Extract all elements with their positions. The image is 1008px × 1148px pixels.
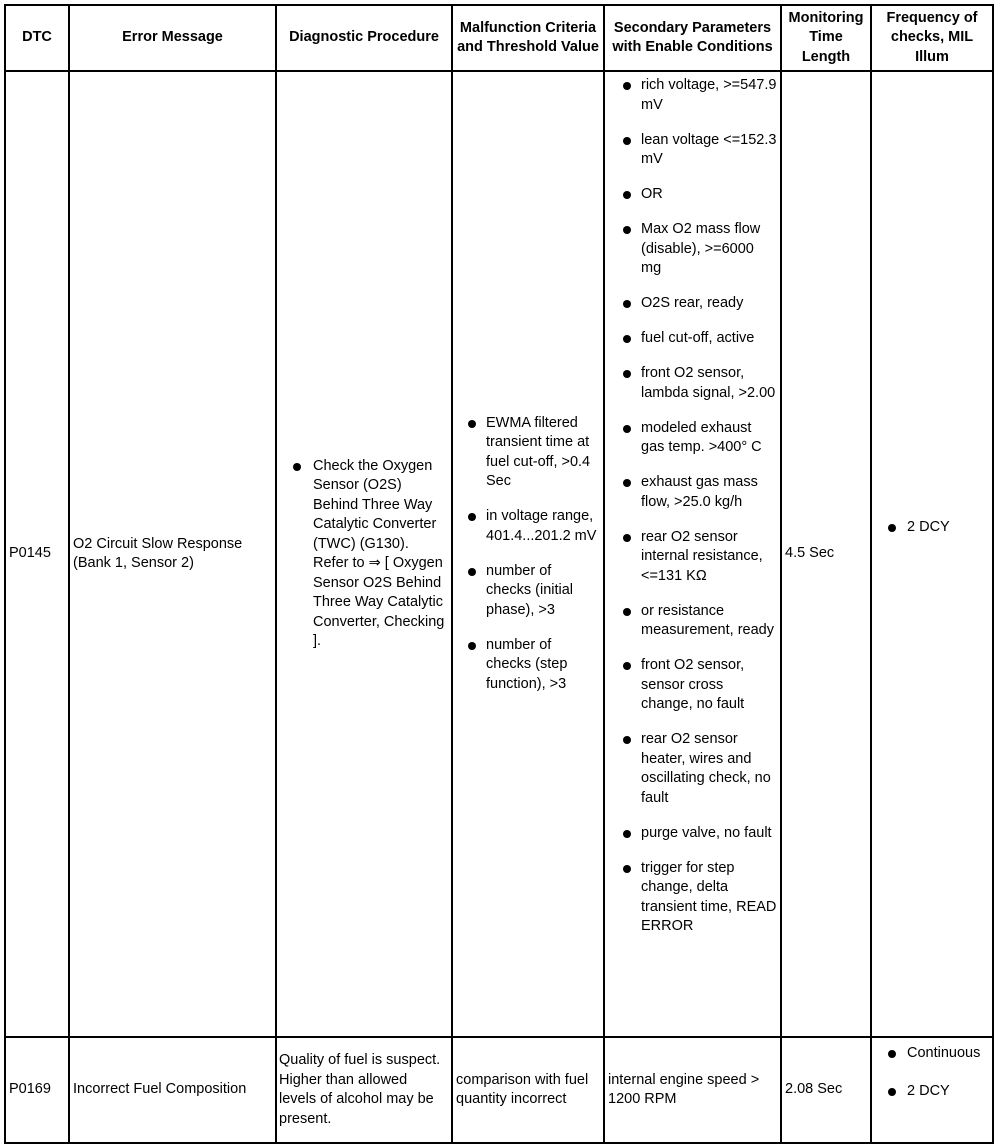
diagnostic-procedure	[276, 71, 452, 1037]
header-diagnostic-procedure: Diagnostic Procedure	[276, 5, 452, 71]
secondary-item: trigger for step change, delta transient time, READ ERROR	[608, 859, 777, 937]
header-dtc: DTC	[5, 5, 69, 71]
header-frequency: Frequency of checks, MIL Illum	[871, 5, 993, 71]
secondary-item: modeled exhaust gas temp. >400° C	[608, 419, 777, 458]
frequency	[871, 71, 993, 1037]
secondary-item: lean voltage <=152.3 mV	[608, 131, 777, 170]
frequency-item: Continuous	[875, 1044, 989, 1064]
secondary-item: OR	[608, 185, 777, 205]
criteria-item: number of checks (step function), >3	[456, 636, 600, 695]
secondary-item: exhaust gas mass flow, >25.0 kg/h	[608, 473, 777, 512]
secondary-item: rich voltage, >=547.9 mV	[608, 76, 777, 115]
header-monitoring-time: Monitoring Time Length	[781, 5, 871, 71]
header-row	[5, 5, 993, 71]
secondary-item: front O2 sensor, lambda signal, >2.00	[608, 364, 777, 403]
secondary-item: front O2 sensor, sensor cross change, no fault	[608, 656, 777, 715]
secondary-item: rear O2 sensor internal resistance, <=131 KΩ	[608, 528, 777, 587]
secondary-item: fuel cut-off, active	[608, 329, 777, 349]
procedure-item: Check the Oxygen Sensor (O2S) Behind Three Way Catalytic Converter (TWC) (G130). Refer to ⇒ [ Oxygen Sensor O2S Behind Three Way Catalytic Converter, Checking ].	[280, 457, 448, 652]
frequency-item: 2 DCY	[875, 518, 989, 538]
secondary-parameters: internal engine speed > 1200 RPM	[604, 1037, 781, 1143]
dtc-table	[4, 4, 994, 1144]
secondary-parameters	[604, 71, 781, 1037]
table-row	[5, 1037, 993, 1143]
dtc-code: P0145	[5, 71, 69, 1037]
secondary-item: purge valve, no fault	[608, 824, 777, 844]
header-secondary-parameters: Secondary Parameters with Enable Conditions	[604, 5, 781, 71]
diagnostic-procedure: Quality of fuel is suspect. Higher than allowed levels of alcohol may be present.	[276, 1037, 452, 1143]
secondary-item: Max O2 mass flow (disable), >=6000 mg	[608, 220, 777, 279]
frequency-item: 2 DCY	[875, 1082, 989, 1102]
monitoring-time: 4.5 Sec	[781, 71, 871, 1037]
header-malfunction-criteria: Malfunction Criteria and Threshold Value	[452, 5, 604, 71]
secondary-item: O2S rear, ready	[608, 294, 777, 314]
error-message: Incorrect Fuel Composition	[69, 1037, 276, 1143]
error-message: O2 Circuit Slow Response (Bank 1, Sensor 2)	[69, 71, 276, 1037]
frequency	[871, 1037, 993, 1143]
secondary-item: or resistance measurement, ready	[608, 602, 777, 641]
monitoring-time: 2.08 Sec	[781, 1037, 871, 1143]
malfunction-criteria	[452, 71, 604, 1037]
malfunction-criteria: comparison with fuel quantity incorrect	[452, 1037, 604, 1143]
criteria-item: number of checks (initial phase), >3	[456, 562, 600, 621]
secondary-item: rear O2 sensor heater, wires and oscillating check, no fault	[608, 730, 777, 808]
criteria-item: EWMA filtered transient time at fuel cut-off, >0.4 Sec	[456, 414, 600, 492]
dtc-code: P0169	[5, 1037, 69, 1143]
header-error-message: Error Message	[69, 5, 276, 71]
table-row	[5, 71, 993, 1037]
criteria-item: in voltage range, 401.4...201.2 mV	[456, 507, 600, 546]
